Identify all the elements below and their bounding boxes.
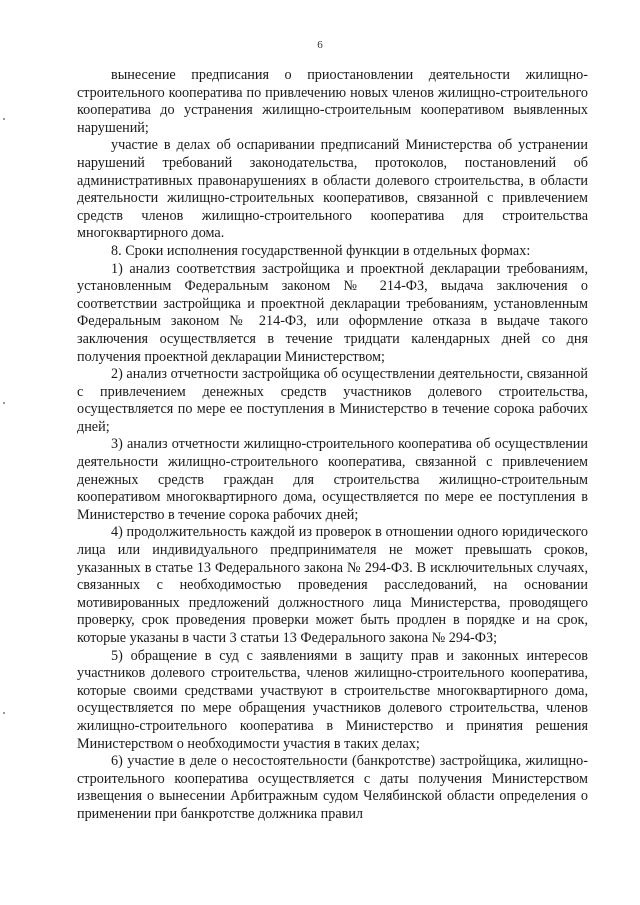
paragraph-item-1: 1) анализ соответствия застройщика и проектной декларации требованиям, установленным Федеральным законом № 214-ФЗ, выдача заключения о соответствии застройщика и проектной декларации требованиям, установленным Федеральным законом № 214-ФЗ, или оформление отказа в выдаче такого заключения осуществляется в течение тридцати календарных дней со дня получения проектной декларации Министерством; <box>77 260 588 365</box>
document-body <box>77 67 588 824</box>
margin-mark <box>3 118 5 120</box>
margin-mark <box>3 402 5 404</box>
paragraph-court-participation: участие в делах об оспаривании предписаний Министерства об устранении нарушений требований законодательства, протоколов, постановлений об административных правонарушениях в области долевого строительства, в области деятельности жилищно-строительных кооперативов, связанной с привлечением средств членов жилищно-строительного кооператива для строительства многоквартирного дома. <box>77 137 588 242</box>
margin-mark <box>3 712 5 714</box>
paragraph-item-4: 4) продолжительность каждой из проверок в отношении одного юридического лица или индивидуального предпринимателя не может превышать сроков, указанных в статье 13 Федерального закона № 294-ФЗ. В исключительных случаях, связанных с необходимостью проведения расследований, на основании мотивированных предложений должностного лица Министерства, проводящего проверку, срок проведения проверки может быть продлен в порядке и на срок, которые указаны в части 3 статьи 13 Федерального закона № 294-ФЗ; <box>77 524 588 646</box>
paragraph-item-5: 5) обращение в суд с заявлениями в защиту прав и законных интересов участников долевого строительства, членов жилищно-строительного кооператива, которые своими средствами участвуют в строительстве многоквартирного дома, осуществляется по мере обращения участников долевого строительства, членов жилищно-строительного кооператива в Министерство и принятия решения Министерством о необходимости участия в таких делах; <box>77 647 588 752</box>
paragraph-item-6: 6) участие в деле о несостоятельности (банкротстве) застройщика, жилищно-строительного кооператива осуществляется с даты получения Министерством извещения о вынесении Арбитражным судом Челябинской области определения о применении при банкротстве должника правил <box>77 753 588 822</box>
page-number: 6 <box>317 39 323 51</box>
paragraph-item-2: 2) анализ отчетности застройщика об осуществлении деятельности, связанной с привлечением денежных средств участников долевого строительства, осуществляется по мере ее поступления в Министерство в течение сорока рабочих дней; <box>77 366 588 435</box>
paragraph-item-3: 3) анализ отчетности жилищно-строительного кооператива об осуществлении деятельности жилищно-строительного кооператива, связанной с привлечением денежных средств граждан для строительства жилищно-строительным кооперативом многоквартирного дома, осуществляется по мере ее поступления в Министерство в течение сорока рабочих дней; <box>77 436 588 523</box>
paragraph-section-8-heading: 8. Сроки исполнения государственной функции в отдельных формах: <box>111 242 531 259</box>
paragraph-suspension-order: вынесение предписания о приостановлении деятельности жилищно-строительного кооператива по привлечению новых членов жилищно-строительного кооператива до устранения жилищно-строительным кооперативом выявленных нарушений; <box>77 67 588 136</box>
